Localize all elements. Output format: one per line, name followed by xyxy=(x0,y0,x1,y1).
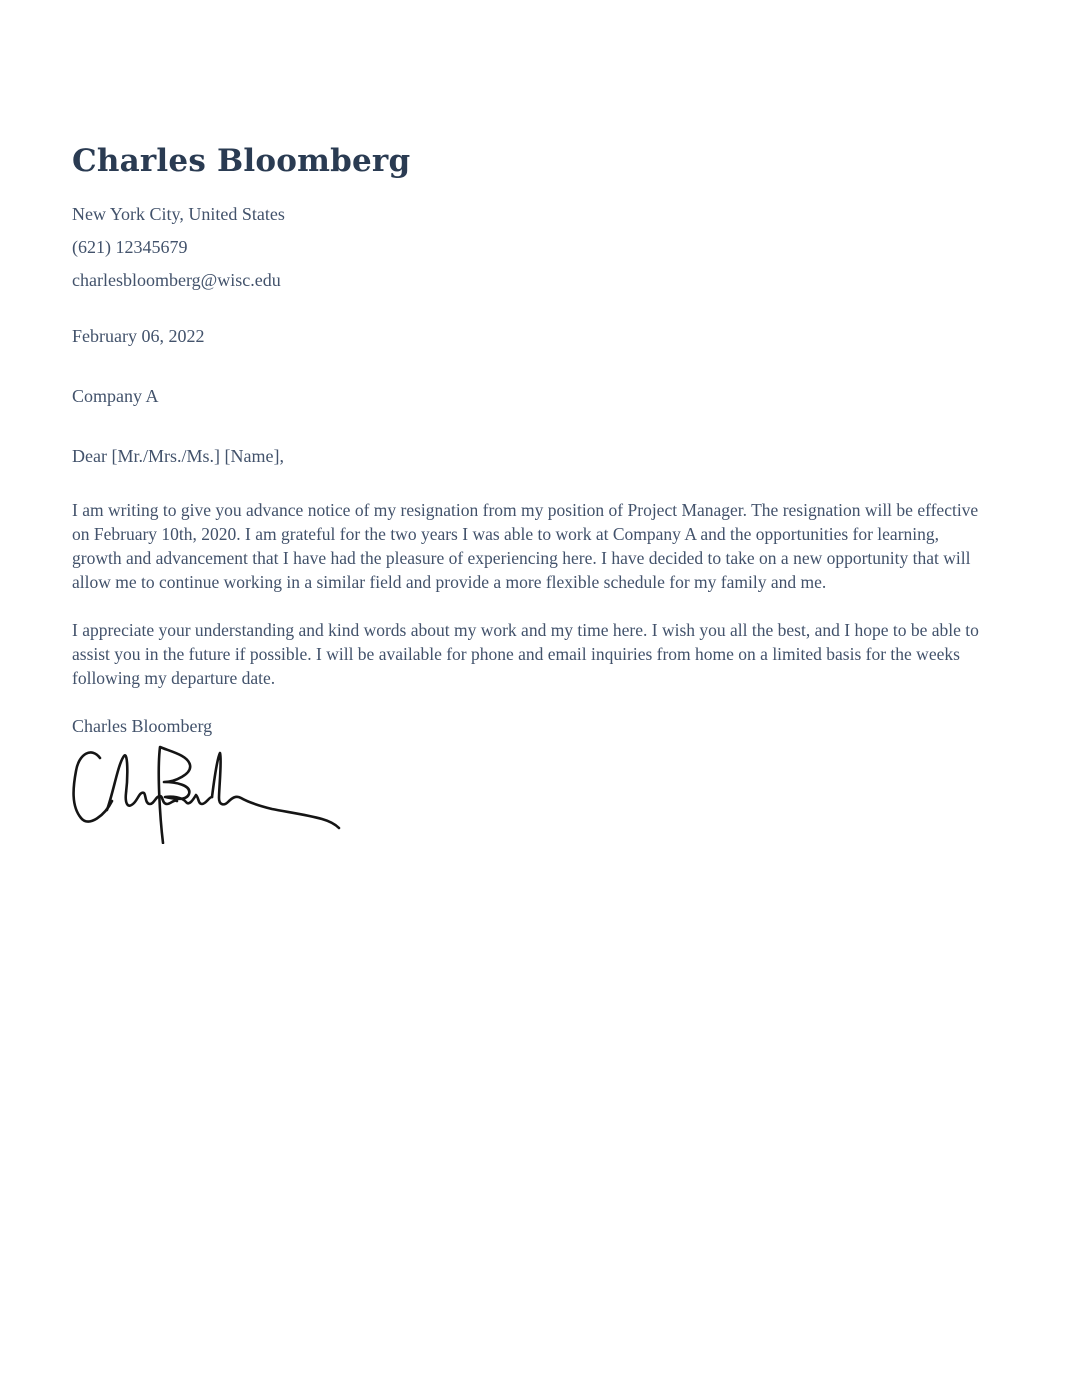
sender-phone: (621) 12345679 xyxy=(72,237,188,257)
salutation: Dear [Mr./Mrs./Ms.] [Name], xyxy=(72,446,284,466)
letter-date: February 06, 2022 xyxy=(72,326,205,346)
sender-email: charlesbloomberg@wisc.edu xyxy=(72,270,281,290)
letter-content xyxy=(72,143,992,844)
body-paragraph-2: I appreciate your understanding and kind words about my work and my time here. I wish you all the best, and I hope to be able to assist you in the future if possible. I will be available for phone and email inquiries from home on a limited basis for the weeks following my departure date. xyxy=(72,620,979,688)
signature-image xyxy=(72,744,344,844)
body-paragraph-1: I am writing to give you advance notice of my resignation from my position of Project Manager. The resignation will be effective on February 10th, 2020. I am grateful for the two years I was able to work at Company A and the opportunities for learning, growth and advancement that I have had the pleasure of experiencing here. I have decided to take on a new opportunity that will allow me to continue working in a similar field and provide a more flexible schedule for my family and me. xyxy=(72,500,979,592)
closing-name: Charles Bloomberg xyxy=(72,716,213,736)
sender-name-heading: Charles Bloomberg xyxy=(72,143,411,179)
sender-location: New York City, United States xyxy=(72,204,285,224)
recipient-name: Company A xyxy=(72,386,159,406)
contact-block xyxy=(72,198,992,297)
